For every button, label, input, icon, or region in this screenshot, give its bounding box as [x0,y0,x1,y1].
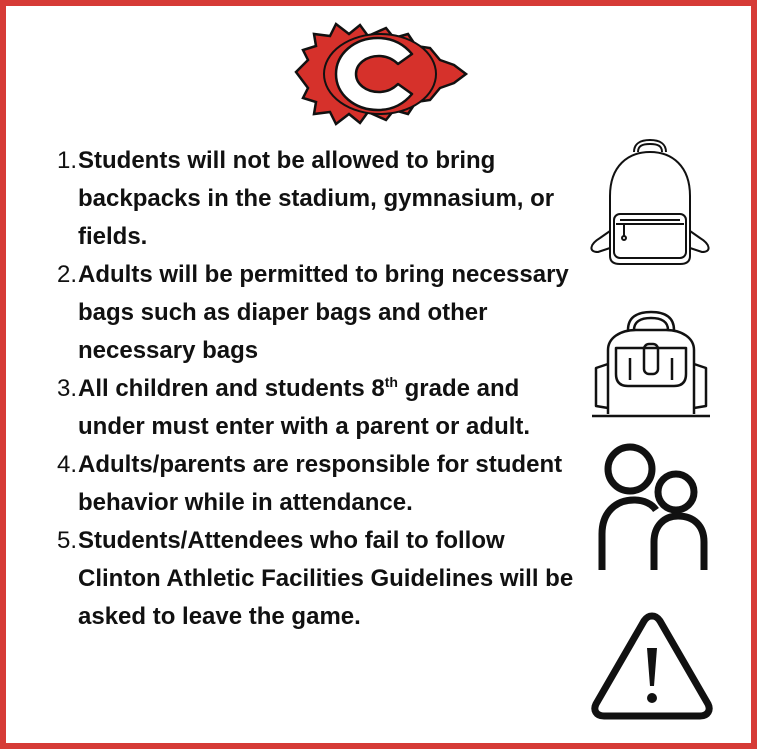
item-number: 5. [56,527,77,554]
item-text: Students will not be allowed to bring backpacks in the stadium, gymnasium, or fields. [78,147,555,250]
list-item [44,446,574,522]
list-item [44,256,574,370]
item-text [77,370,574,446]
item-number: 1. [56,147,77,174]
list-item [44,522,574,636]
list-item [44,142,574,256]
item-number: 2. [56,261,77,288]
item-text-part: All children and students 8 [78,375,385,402]
parent-child-icon [598,442,710,574]
bag-icon [586,308,716,420]
warning-icon [590,610,714,720]
ordinal-superscript: th [384,374,398,390]
list-item [44,370,574,446]
item-text: Students/Attendees who fail to follow Clinton Athletic Facilities Guidelines will be asked to leave the game. [78,527,574,630]
backpack-icon [580,136,720,270]
item-text: Adults will be permitted to bring necessary bags such as diaper bags and other necessary bags [78,261,569,364]
item-text-part: grade and under must enter with a parent or adult. [78,375,531,440]
item-number: 3. [56,375,77,402]
item-text: Adults/parents are responsible for student behavior while in attendance. [78,451,563,516]
guidelines-list [44,142,574,636]
item-number: 4. [56,451,77,478]
clinton-logo [294,20,470,128]
